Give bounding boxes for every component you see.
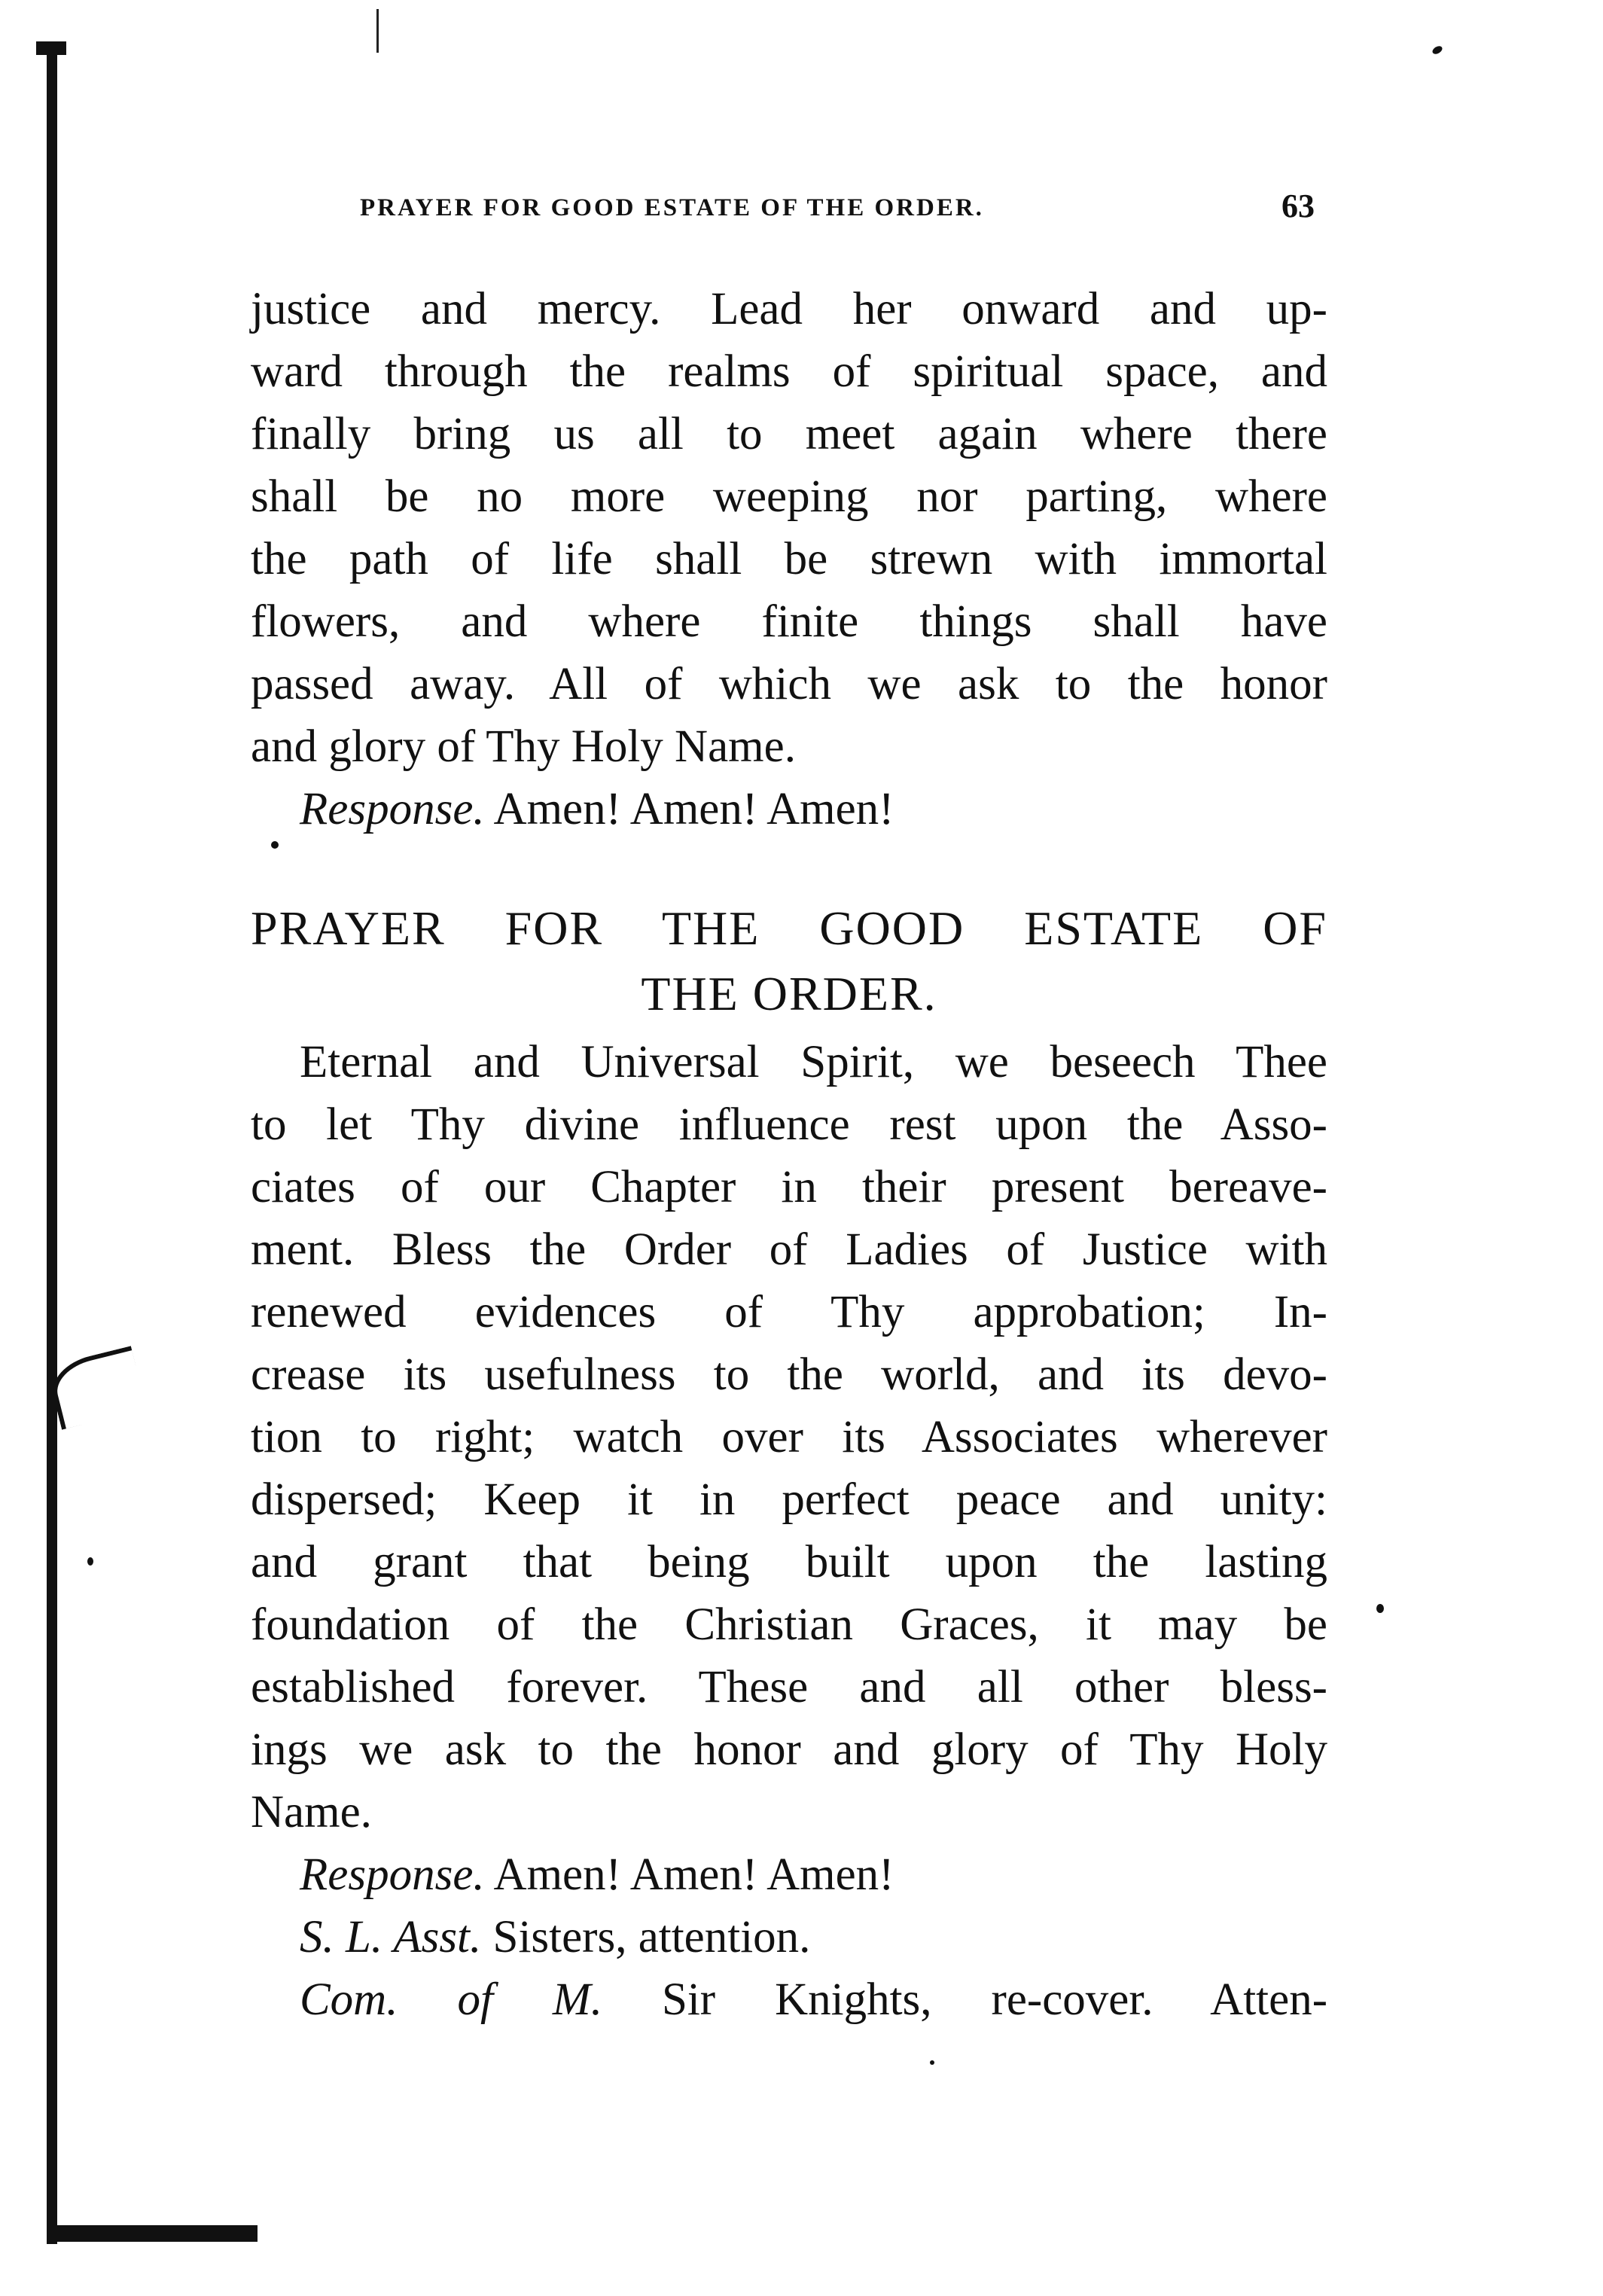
response-text: Amen! Amen! Amen!	[493, 1849, 894, 1900]
text-line: ings we ask to the honor and glory of Thy Holy	[251, 1724, 1327, 1775]
dialogue-line	[300, 1973, 1327, 2027]
binding-mark	[46, 1346, 146, 1430]
text-line: foundation of the Christian Graces, it may be	[251, 1599, 1327, 1650]
page-number: 63	[1281, 188, 1315, 224]
section-heading-line-2: THE ORDER.	[641, 967, 937, 1020]
text-line: Name.	[251, 1787, 372, 1837]
text-line: flowers, and where finite things shall have	[251, 596, 1327, 647]
scan-speck	[930, 2060, 934, 2065]
response-label: Response.	[300, 1849, 485, 1900]
text-line: justice and mercy. Lead her onward and up-	[251, 284, 1327, 334]
speaker-label: Com. of M.	[300, 1974, 602, 2025]
text-line: dispersed; Keep it in perfect peace and unity:	[251, 1474, 1327, 1525]
dialogue-line	[300, 1910, 1327, 1965]
dialogue-text: Sisters, attention.	[492, 1912, 811, 1962]
response-line	[300, 1848, 1327, 1902]
text-line: ciates of our Chapter in their present bereave-	[251, 1162, 1327, 1212]
response-label: Response.	[300, 784, 485, 834]
text-line: ward through the realms of spiritual space, and	[251, 346, 1327, 397]
scan-speck	[271, 841, 279, 849]
section-heading-line-1: PRAYER FOR THE GOOD ESTATE OF	[251, 901, 1327, 955]
text-line: tion to right; watch over its Associates wherever	[251, 1412, 1327, 1462]
scan-speck	[1431, 44, 1444, 56]
text-line: crease its usefulness to the world, and its devo-	[251, 1349, 1327, 1400]
dialogue-text: Sir Knights, re-cover. Atten-	[661, 1974, 1328, 2025]
response-line	[300, 782, 1327, 837]
text-line: and glory of Thy Holy Name.	[251, 721, 796, 772]
text-line: passed away. All of which we ask to the honor	[251, 659, 1327, 709]
text-line: and grant that being built upon the lasting	[251, 1537, 1327, 1587]
scan-speck	[1376, 1604, 1384, 1613]
text-line: Eternal and Universal Spirit, we beseech Thee	[300, 1037, 1327, 1087]
text-line: the path of life shall be strewn with immortal	[251, 534, 1327, 584]
running-title: PRAYER FOR GOOD ESTATE OF THE ORDER.	[360, 194, 984, 221]
text-line: renewed evidences of Thy approbation; In-	[251, 1287, 1327, 1337]
text-line: shall be no more weeping nor parting, where	[251, 471, 1327, 522]
speaker-label: S. L. Asst.	[300, 1912, 482, 1962]
scan-mark	[376, 9, 379, 53]
scan-speck	[87, 1557, 93, 1566]
binding-edge-bottom	[47, 2225, 258, 2242]
binding-edge	[47, 45, 57, 2244]
text-line: established forever. These and all other bless-	[251, 1662, 1327, 1712]
text-line: to let Thy divine influence rest upon the Asso-	[251, 1099, 1327, 1150]
text-line: ment. Bless the Order of Ladies of Justice with	[251, 1224, 1327, 1275]
text-line: finally bring us all to meet again where there	[251, 409, 1327, 459]
response-text: Amen! Amen! Amen!	[493, 784, 894, 834]
